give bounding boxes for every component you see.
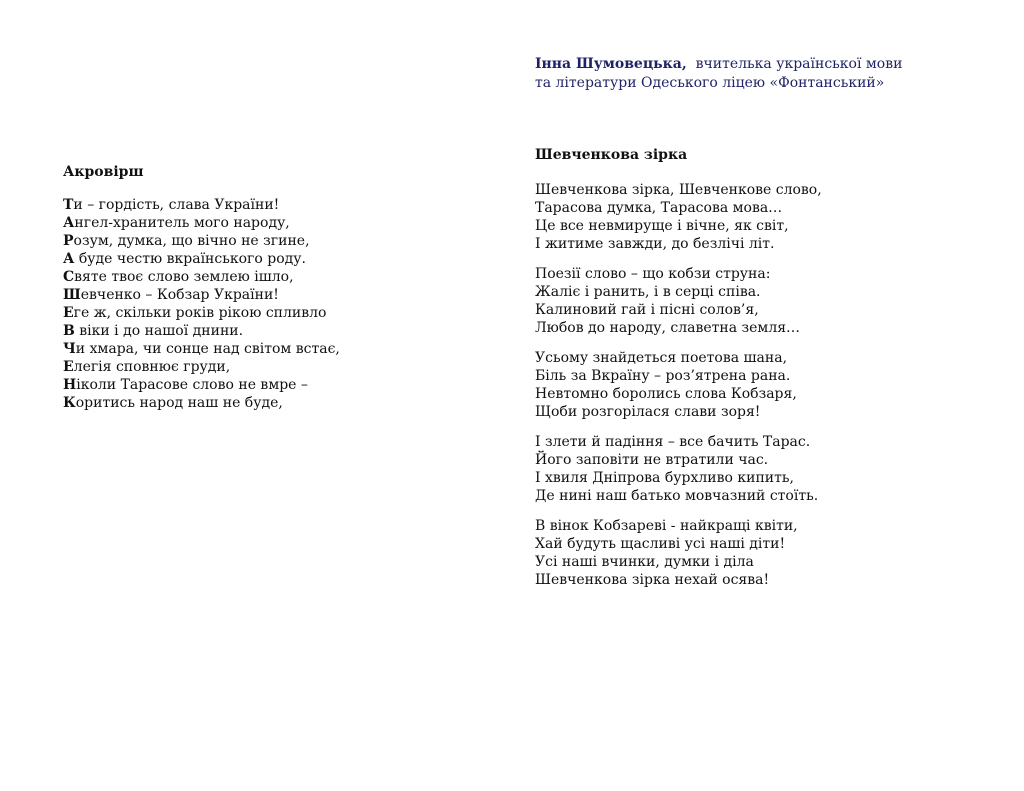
acrostic-title: Акровірш (63, 164, 144, 180)
stanza (535, 265, 1005, 337)
poem-line: Любов до народу, славетна земля… (535, 320, 801, 336)
poem-line: Усьому знайдеться поетова шана, (535, 350, 788, 366)
acrostic-line (63, 304, 483, 322)
acrostic-initial: Е (63, 305, 74, 321)
acrostic-line (63, 340, 483, 358)
stanza (535, 517, 1005, 589)
acrostic-line-text: легія сповнює груди, (73, 359, 231, 375)
acrostic-initial: Р (63, 233, 74, 249)
poem-stanzas (535, 181, 1005, 589)
poem-line: І житиме завжди, до безлічі літ. (535, 236, 775, 252)
acrostic-line (63, 250, 483, 268)
poem-line: Хай будуть щасливі усі наші діти! (535, 536, 786, 552)
poem-line: Калиновий гай і пісні солов’я, (535, 302, 759, 318)
acrostic-line (63, 214, 483, 232)
poem-line: Де нині наш батько мовчазний стоїть. (535, 488, 819, 504)
poem-title: Шевченкова зірка (535, 147, 688, 163)
acrostic-line (63, 358, 483, 376)
acrostic-line-text: и – гордість, слава України! (73, 197, 280, 213)
poem-line: В вінок Кобзареві - найкращі квіти, (535, 518, 798, 534)
stanza (535, 433, 1005, 505)
poem-line: Його заповіти не втратили час. (535, 452, 769, 468)
poem-line: Шевченкова зірка нехай осява! (535, 572, 770, 588)
acrostic-initial: Н (63, 377, 77, 393)
author-line-1 (535, 55, 1005, 74)
acrostic-poem (63, 163, 483, 412)
acrostic-lines (63, 196, 483, 412)
acrostic-initial: Ш (63, 287, 81, 303)
author-block (535, 55, 1005, 93)
poem-line: Шевченкова зірка, Шевченкове слово, (535, 182, 822, 198)
poem-line: Жаліє і ранить, і в серці співа. (535, 284, 761, 300)
acrostic-line (63, 286, 483, 304)
acrostic-line-text: оритись народ наш не буде, (75, 395, 283, 411)
poem-line: Поезії слово – що кобзи струна: (535, 266, 771, 282)
poem-line: Це все невмируще і вічне, як світ, (535, 218, 789, 234)
acrostic-initial: К (63, 395, 76, 411)
acrostic-line-text: віки і до нашої днини. (74, 323, 244, 339)
author-role-line-2: та літератури Одеського ліцею «Фонтанський» (535, 75, 885, 91)
acrostic-line-text: нгел-хранитель мого народу, (74, 215, 290, 231)
acrostic-line-text: буде честю вкраїнського роду. (74, 251, 306, 267)
acrostic-line-text: ге ж, скільки років рікою спливло (73, 305, 327, 321)
acrostic-initial: С (63, 269, 75, 285)
acrostic-line-text: вяте твоє слово землею ішло, (74, 269, 294, 285)
stanza (535, 181, 1005, 253)
acrostic-line (63, 322, 483, 340)
acrostic-line-text: озум, думка, що вічно не згине, (73, 233, 310, 249)
acrostic-initial: Ч (63, 341, 76, 357)
acrostic-line (63, 268, 483, 286)
poem-line: І хвиля Дніпрова бурхливо кипить, (535, 470, 794, 486)
shevchenko-poem (535, 146, 1005, 601)
author-name: Інна Шумовецька, (535, 56, 687, 72)
poem-line: Біль за Вкраїну – роз’ятрена рана. (535, 368, 791, 384)
poem-line: Усі наші вчинки, думки і діла (535, 554, 754, 570)
acrostic-line-text: и хмара, чи сонце над світом встає, (75, 341, 340, 357)
acrostic-initial: А (63, 215, 75, 231)
acrostic-initial: А (63, 251, 75, 267)
acrostic-line-text: евченко – Кобзар України! (80, 287, 279, 303)
acrostic-line (63, 394, 483, 412)
poem-line: І злети й падіння – все бачить Тарас. (535, 434, 811, 450)
acrostic-line (63, 196, 483, 214)
poem-line: Щоби розгорілася слави зоря! (535, 404, 761, 420)
poem-line: Невтомно боролись слова Кобзаря, (535, 386, 797, 402)
poem-line: Тарасова думка, Тарасова мова… (535, 200, 783, 216)
stanza (535, 349, 1005, 421)
acrostic-initial: Е (63, 359, 74, 375)
author-role-line-1: вчителька української мови (695, 56, 903, 72)
acrostic-initial: Т (63, 197, 74, 213)
acrostic-line-text: іколи Тарасове слово не вмре – (76, 377, 308, 393)
acrostic-line (63, 376, 483, 394)
acrostic-initial: В (63, 323, 75, 339)
acrostic-line (63, 232, 483, 250)
